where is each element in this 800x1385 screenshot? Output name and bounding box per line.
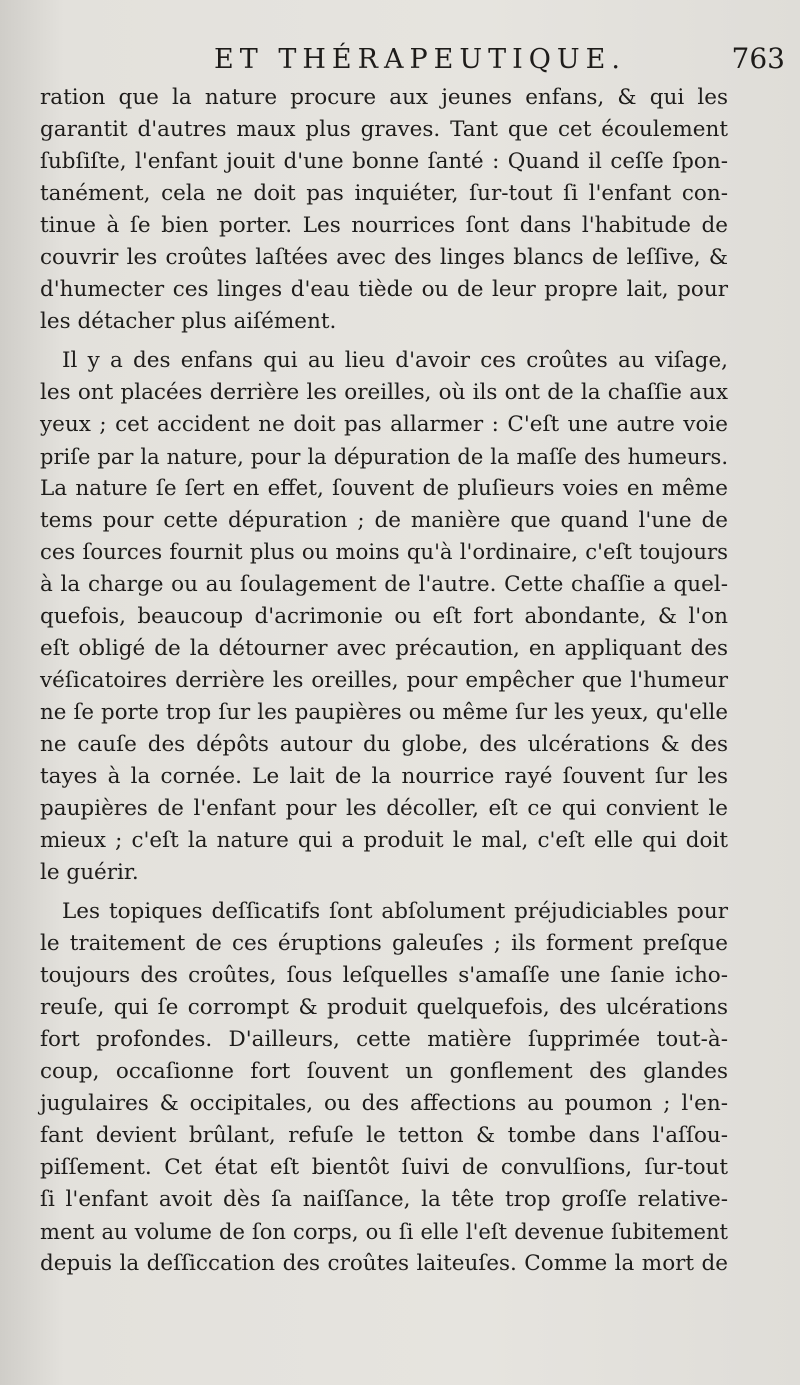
text-line: reuſe, qui ſe corrompt & produit quelquefois, des ulcérations (40, 995, 728, 1020)
text-line: ces ſources fournit plus ou moins qu'à l'ordinaire, c'eſt toujours (40, 540, 728, 565)
text-line: à la charge ou au ſoulagement de l'autre. Cette chaſſie a quel- (40, 572, 728, 597)
text-line: eſt obligé de la détourner avec précaution, en appliquant des (40, 636, 728, 661)
text-line: le guérir. (40, 860, 139, 885)
text-line: mieux ; c'eſt la nature qui a produit le mal, c'eſt elle qui doit (40, 828, 728, 853)
text-line: depuis la deſſiccation des croûtes laiteuſes. Comme la mort de (40, 1251, 728, 1276)
text-line: priſe par la nature, pour la dépuration de la maſſe des humeurs. (40, 445, 728, 469)
text-line: tayes à la cornée. Le lait de la nourrice rayé ſouvent ſur les (40, 764, 728, 789)
text-line: le traitement de ces éruptions galeuſes ; ils forment preſque (40, 931, 728, 956)
text-line: Les topiques deſſicatifs ſont abſolument préjudiciables pour (62, 899, 728, 924)
text-line: Il y a des enfans qui au lieu d'avoir ces croûtes au viſage, (62, 348, 728, 373)
body-text (40, 82, 728, 1280)
text-line: piſſement. Cet état eſt bientôt ſuivi de convulſions, ſur-tout (40, 1155, 728, 1180)
text-line: yeux ; cet accident ne doit pas allarmer : C'eſt une autre voie (40, 412, 728, 437)
page-header (40, 40, 785, 84)
text-line: tinue à ſe bien porter. Les nourrices ſont dans l'habitude de (40, 213, 728, 238)
text-line: d'humecter ces linges d'eau tiède ou de leur propre lait, pour (40, 277, 728, 302)
text-line: les ont placées derrière les oreilles, où ils ont de la chaſſie aux (40, 380, 728, 405)
paragraph-1 (40, 82, 728, 338)
running-title: ET THÉRAPEUTIQUE. (214, 44, 626, 75)
paragraph-2 (40, 345, 728, 889)
text-line: coup, occaſionne fort ſouvent un gonflement des glandes (40, 1059, 728, 1084)
text-line: La nature ſe ſert en effet, ſouvent de pluſieurs voies en même (40, 476, 728, 501)
text-line: les détacher plus aiſément. (40, 309, 337, 334)
text-line: ne ſe porte trop ſur les paupières ou même ſur les yeux, qu'elle (40, 700, 728, 725)
text-line: tanément, cela ne doit pas inquiéter, ſur-tout ſi l'enfant con- (40, 181, 728, 206)
text-line: véſicatoires derrière les oreilles, pour empêcher que l'humeur (40, 668, 728, 693)
text-line: ment au volume de ſon corps, ou ſi elle l'eſt devenue ſubitement (40, 1219, 728, 1244)
text-line: ſubſiſte, l'enfant jouit d'une bonne ſanté : Quand il ceſſe ſpon- (40, 149, 728, 174)
paragraph-3 (40, 896, 728, 1280)
text-line: quefois, beaucoup d'acrimonie ou eſt fort abondante, & l'on (40, 604, 728, 629)
text-line: jugulaires & occipitales, ou des affections au poumon ; l'en- (40, 1091, 728, 1116)
text-line: fant devient brûlant, refuſe le tetton & tombe dans l'aſſou- (40, 1123, 728, 1148)
text-line: ſi l'enfant avoit dès ſa naiſſance, la tête trop groſſe relative- (40, 1187, 728, 1212)
text-line: garantit d'autres maux plus graves. Tant que cet écoulement (40, 117, 728, 142)
text-line: fort profondes. D'ailleurs, cette matière ſupprimée tout-à- (40, 1027, 728, 1052)
text-line: tems pour cette dépuration ; de manière que quand l'une de (40, 508, 728, 533)
text-line: couvrir les croûtes laſtées avec des linges blancs de leſſive, & (40, 245, 728, 270)
text-line: ration que la nature procure aux jeunes enfans, & qui les (40, 85, 728, 110)
text-line: toujours des croûtes, ſous leſquelles s'amaſſe une ſanie icho- (40, 963, 728, 988)
page-number: 763 (731, 42, 785, 75)
text-line: paupières de l'enfant pour les décoller, eſt ce qui convient le (40, 796, 728, 821)
text-line: ne cauſe des dépôts autour du globe, des ulcérations & des (40, 732, 728, 757)
